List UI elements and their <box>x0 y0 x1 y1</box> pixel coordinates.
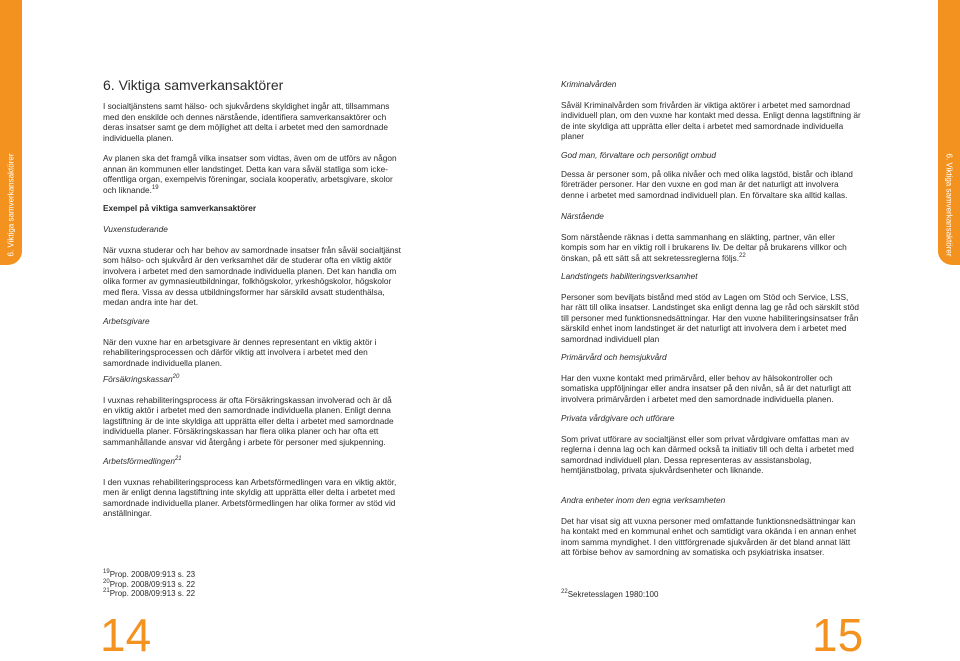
page-number-right: 15 <box>812 609 864 661</box>
section-title: Vuxenstuderande <box>103 224 168 234</box>
section-text: När vuxna studerar och har behov av samordnade insatser från såväl socialtjänst som hälso- och sjukvård är den verksamhet där de studerar ofta en viktig aktör involvera i arbetet med den samordnade individuella planen. Det kan handla om olika former av gymnasieutbildningar, folkhögskolor, yrkeshögskolor, högskolor med flera. Vissa av dessa utbildningsformer har särskild avsatt studenthälsa, medan andra inte har det. <box>103 244 401 307</box>
footnotes-left <box>103 570 195 599</box>
footnote: $^{20}$Prop. 2008/09:913 s. 22 <box>103 578 196 589</box>
chapter-tab-label-right: 6. Viktiga samverkansaktörer <box>944 153 954 257</box>
section-andra-enheter <box>561 495 861 558</box>
section-title: Försäkringskassan <box>103 374 173 384</box>
footnote-ref: 20 <box>172 374 180 380</box>
footnote-ref: 19 <box>151 184 159 191</box>
section-forsakringskassan <box>103 374 403 447</box>
section-god-man <box>561 150 861 200</box>
section-vuxenstuderande <box>103 224 403 308</box>
section-title: Arbetsförmedlingen <box>103 456 175 466</box>
section-primarvard <box>561 352 861 404</box>
page-heading: 6. Viktiga samverkansaktörer <box>103 77 284 93</box>
section-habilitering <box>561 271 861 344</box>
footnote-ref: 22 <box>739 252 746 259</box>
section-title: Närstående <box>561 211 604 221</box>
chapter-tab-label-left: 6. Viktiga samverkansaktörer <box>6 153 16 257</box>
section-text: Har den vuxne kontakt med primärvård, eller behov av hälsokontroller och somatiska uppföljningar eller andra insatser på den nivån, så är det naturligt att involvera primärvården i arbetet med den samordnade individuella planen. <box>561 372 852 404</box>
section-arbetsformedlingen <box>103 456 403 519</box>
section-text: I den vuxnas rehabiliteringsprocess kan Arbetsförmedlingen vara en viktig aktör, men är enligt denna lagstiftning inte skyldig att upprätta eller delta i arbetet med samordnade individuella planer. Arbetsförmedlingen har olika former av stöd vid anställningar. <box>103 476 397 518</box>
section-title: Kriminalvården <box>561 79 617 89</box>
section-text: Dessa är personer som, på olika nivåer och med olika lagstöd, bistår och ibland företräder personer. Har den vuxne en god man är det naturligt att involvera denne i arbetet med samordnad individuell plan. En förvaltare ska alltid kallas. <box>561 168 853 200</box>
section-kriminalvarden <box>561 79 861 142</box>
section-title: God man, förvaltare och personligt ombud <box>561 150 716 160</box>
section-text: Som närstående räknas i detta sammanhang en släkting, partner, vän eller kompis som har en viktig roll i brukarens liv. De deltar på brukarens villkor och önskan, på ett sätt så att sekretessreglerna följs. <box>561 231 847 263</box>
section-title: Privata vårdgivare och utförare <box>561 413 675 423</box>
footnote: $^{19}$Prop. 2008/09:913 s. 23 <box>103 569 196 579</box>
left-intro-paragraph: I socialtjänstens samt hälso- och sjukvårdens skyldighet ingår att, tillsammans med den enskilde och dennes närstående, identifiera samverkansaktörer och deras insatser samt ge dem möjlighet att delta i arbetet med den samordnade individuella planen. <box>103 101 390 143</box>
section-text: I vuxnas rehabiliteringsprocess är ofta Försäkringskassan involverad och är då en viktig aktör i arbetet med den samordnade individuella planen. Enligt denna lagstiftning är de inte skyldiga att upprätta eller delta i arbetet med samordnade individuella planer. Försäkringskassan har flera olika planer och har ofta ett sammanhållande ansvar vid återgång i arbete för personer med sjukpenning. <box>103 394 394 447</box>
section-narstaende <box>561 211 861 263</box>
section-text: När den vuxne har en arbetsgivare är dennes representant en viktig aktör i rehabiliteringsprocessen och därför viktig att involvera i arbetet med den samordnade individuella planen. <box>103 336 377 368</box>
footnotes-right <box>561 590 658 600</box>
footnote-ref: 21 <box>174 456 182 462</box>
footnote: $^{22}$Sekretesslagen 1980:100 <box>561 589 659 599</box>
section-text: Som privat utförare av socialtjänst eller som privat vårdgivare omfattas man av reglerna i denna lag och kan därmed också ta initiativ till och delta i arbetet med samordnad individuell plan. Dessa representeras av assistansbolag, hemtjänstbolag, privata sjukvårdsenheter och liknande. <box>561 433 854 475</box>
section-text: Personer som beviljats bistånd med stöd av Lagen om Stöd och Service, LSS, har rätt till olika insatser. Landstinget ska enligt denna lag ge råd och särskilt stöd till personer med funktionsnedsättningar. Har den vuxne habiliteringsinsatser från särskild enhet inom landstinget är det naturligt att involvera dem i arbetet med samordnad individuell plan <box>561 291 859 344</box>
footnote: $^{21}$Prop. 2008/09:913 s. 22 <box>103 588 196 598</box>
examples-subheading: Exempel på viktiga samverkansaktörer <box>103 203 257 213</box>
section-title: Andra enheter inom den egna verksamheten <box>561 495 726 505</box>
section-arbetsgivare <box>103 316 403 368</box>
section-text: Det har visat sig att vuxna personer med omfattande funktionsnedsättningar kan ha kontakt med en kommunal enhet och samtidigt vara okända i en annan enhet inom samma myndighet. I den vittförgrenade sjukvården är det bland annat lätt att förbise behov av samordning av somatiska och psykiatriska insatser. <box>561 515 857 557</box>
section-title: Landstingets habiliteringsverksamhet <box>561 271 698 281</box>
section-title: Primärvård och hemsjukvård <box>561 352 667 362</box>
page-number-left: 14 <box>100 609 152 661</box>
section-text: Såväl Kriminalvården som frivården är viktiga aktörer i arbetet med samordnad individuell plan, om den vuxne har kontakt med dessa. Enligt denna lagstiftning är de inte skyldiga att upprätta eller delta i arbetet med samordnade individuella planer <box>561 99 861 141</box>
section-title: Arbetsgivare <box>103 316 150 326</box>
section-privata-vardgivare <box>561 413 861 476</box>
left-second-paragraph: Av planen ska det framgå vilka insatser som vidtas, även om de utförs av någon annan än kommunen eller landstinget. Detta kan vara såväl statliga som icke-offentliga organ, exempelvis föreningar, sociala kooperativ, arbetsgivare, skolor och liknande.$^{19}$ <box>103 153 397 195</box>
